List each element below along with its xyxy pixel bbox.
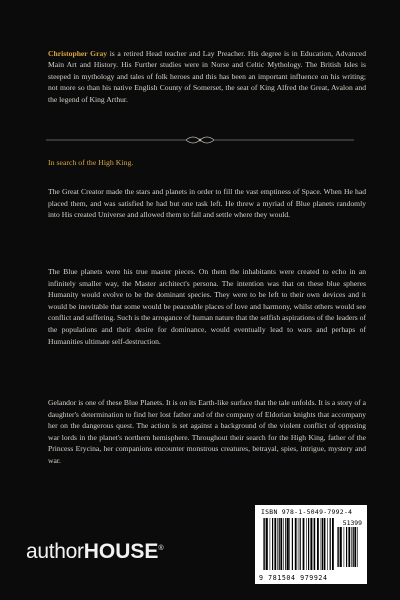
blurb-paragraph-2: The Blue planets were his true master pieces. On them the inhabitants were created to echo in an infinitely smaller way, the Master architect's persona. The intention was that on these blue spheres Humanity would evolve to be the dominant species. They were to be left to their own devices and it would be inevitable that some would be peaceable places of love and harmony, whilst others would see conflict and suffering. Such is the arrogance of human nature that the selfish aspirations of the leaders of the populations and their desire for dominance, would eventually lead to wars and perhaps of Humanities ultimate self-destruction.: [48, 267, 366, 346]
ean-number: 9 781504 979924: [259, 574, 328, 582]
ean-barcode-bars: [263, 518, 335, 570]
isbn-number: ISBN 978-1-5049-7992-4: [261, 508, 353, 516]
author-bio: [48, 48, 366, 106]
blurb-paragraph-1: The Great Creator made the stars and planets in order to fill the vast emptiness of Space. When He had placed them, and was satisfied he had but one task left. He threw a myriad of Blue planets randomly into His created Universe and allowed them to fall and settle where they would.: [48, 187, 366, 220]
price-code: 51399: [342, 519, 362, 527]
isbn-barcode: [255, 505, 367, 584]
author-name: Christopher Gray: [48, 48, 108, 58]
book-subtitle: In search of the High King.: [48, 158, 134, 167]
publisher-logo: authorHOUSE®: [26, 540, 164, 563]
ornamental-divider: [40, 133, 360, 147]
addon-barcode-bars: [337, 527, 361, 567]
author-bio-text: is a retired Head teacher and Lay Preacher. His degree is in Education, Advanced Main Art and History. His Further studies were in Norse and Celtic Mythology. The British Isles is steeped in mythology and tales of folk heroes and this has been an important influence on his writing; not more so than his native English County of Somerset, the seat of King Alfred the Great, Avalon and the legend of King Arthur.: [48, 48, 366, 104]
blurb-paragraph-3: Gelandor is one of these Blue Planets. It is on its Earth-like surface that the tale unfolds. It is a story of a daughter's determination to find her lost father and of the company of Eldorian knights that accompany her on the dangerous quest. The action is set against a background of the violent conflict of opposing war lords in the planet's northern hemisphere. Throughout their search for the High King, father of the Princess Erycina, her companions encounter monstrous creatures, betrayal, spies, intrigue, mystery and war.: [48, 398, 366, 465]
